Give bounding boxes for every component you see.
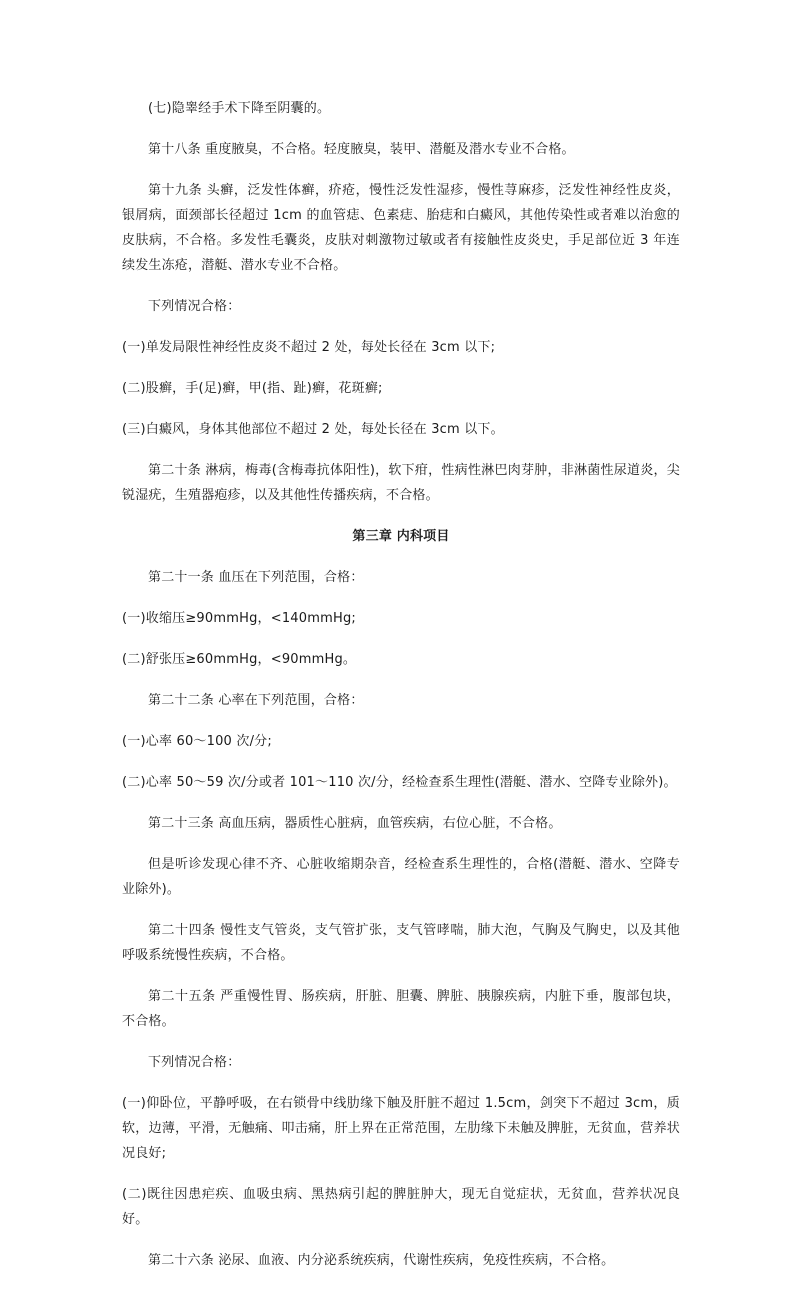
article-24: 第二十四条 慢性支气管炎，支气管扩张，支气管哮喘，肺大泡，气胸及气胸史，以及其他呼吸系统慢性疾病，不合格。: [122, 923, 680, 963]
list-item: (一)单发局限性神经性皮炎不超过 2 处，每处长径在 3cm 以下;: [122, 340, 496, 355]
article-22: 第二十二条 心率在下列范围，合格：: [148, 693, 364, 708]
list-item: (二)既往因患疟疾、血吸虫病、黑热病引起的脾脏肿大，现无自觉症状，无贫血，营养状况良好。: [122, 1187, 680, 1227]
list-item: (二)舒张压≥60mmHg，<90mmHg。: [122, 652, 357, 667]
article-23: 第二十三条 高血压病，器质性心脏病，血管疾病，右位心脏，不合格。: [148, 816, 562, 831]
chapter-heading: 第三章 内科项目: [352, 529, 450, 544]
list-item: (一)心率 60～100 次/分;: [122, 734, 272, 749]
paragraph-cryptorchidism: (七)隐睾经手术下降至阴囊的。: [148, 101, 331, 116]
document-page: [122, 96, 680, 1289]
article-23-note: 但是听诊发现心律不齐、心脏收缩期杂音，经检查系生理性的，合格(潜艇、潜水、空降专业除外)。: [122, 857, 680, 897]
article-21: 第二十一条 血压在下列范围，合格：: [148, 570, 364, 585]
article-25: 第二十五条 严重慢性胃、肠疾病，肝脏、胆囊、脾脏、胰腺疾病，内脏下垂，腹部包块，不合格。: [122, 989, 680, 1029]
qualified-conditions-label: 下列情况合格：: [148, 1055, 241, 1070]
article-26: 第二十六条 泌尿、血液、内分泌系统疾病，代谢性疾病，免疫性疾病，不合格。: [148, 1253, 615, 1268]
list-item: (二)股癣，手(足)癣，甲(指、趾)癣，花斑癣;: [122, 381, 383, 396]
list-item: (一)仰卧位，平静呼吸，在右锁骨中线肋缘下触及肝脏不超过 1.5cm，剑突下不超过 3cm，质软，边薄，平滑，无触痛、叩击痛，肝上界在正常范围，左肋缘下未触及脾脏，无贫血，营养状况良好;: [122, 1096, 680, 1161]
list-item: (三)白癜风，身体其他部位不超过 2 处，每处长径在 3cm 以下。: [122, 422, 504, 437]
article-19: 第十九条 头癣，泛发性体癣，疥疮，慢性泛发性湿疹，慢性荨麻疹，泛发性神经性皮炎，银屑病，面颈部长径超过 1cm 的血管痣、色素痣、胎痣和白癜风，其他传染性或者难以治愈的皮肤病，不合格。多发性毛囊炎，皮肤对刺激物过敏或者有接触性皮炎史，手足部位近 3 年连续发生冻疮，潜艇、潜水专业不合格。: [122, 183, 680, 273]
article-20: 第二十条 淋病，梅毒(含梅毒抗体阳性)，软下疳，性病性淋巴肉芽肿，非淋菌性尿道炎，尖锐湿疣，生殖器疱疹，以及其他性传播疾病，不合格。: [122, 463, 680, 503]
qualified-conditions-label: 下列情况合格：: [148, 299, 241, 314]
list-item: (二)心率 50～59 次/分或者 101～110 次/分，经检查系生理性(潜艇、潜水、空降专业除外)。: [122, 775, 677, 790]
list-item: (一)收缩压≥90mmHg，<140mmHg;: [122, 611, 356, 626]
article-18: 第十八条 重度腋臭，不合格。轻度腋臭，装甲、潜艇及潜水专业不合格。: [148, 142, 575, 157]
